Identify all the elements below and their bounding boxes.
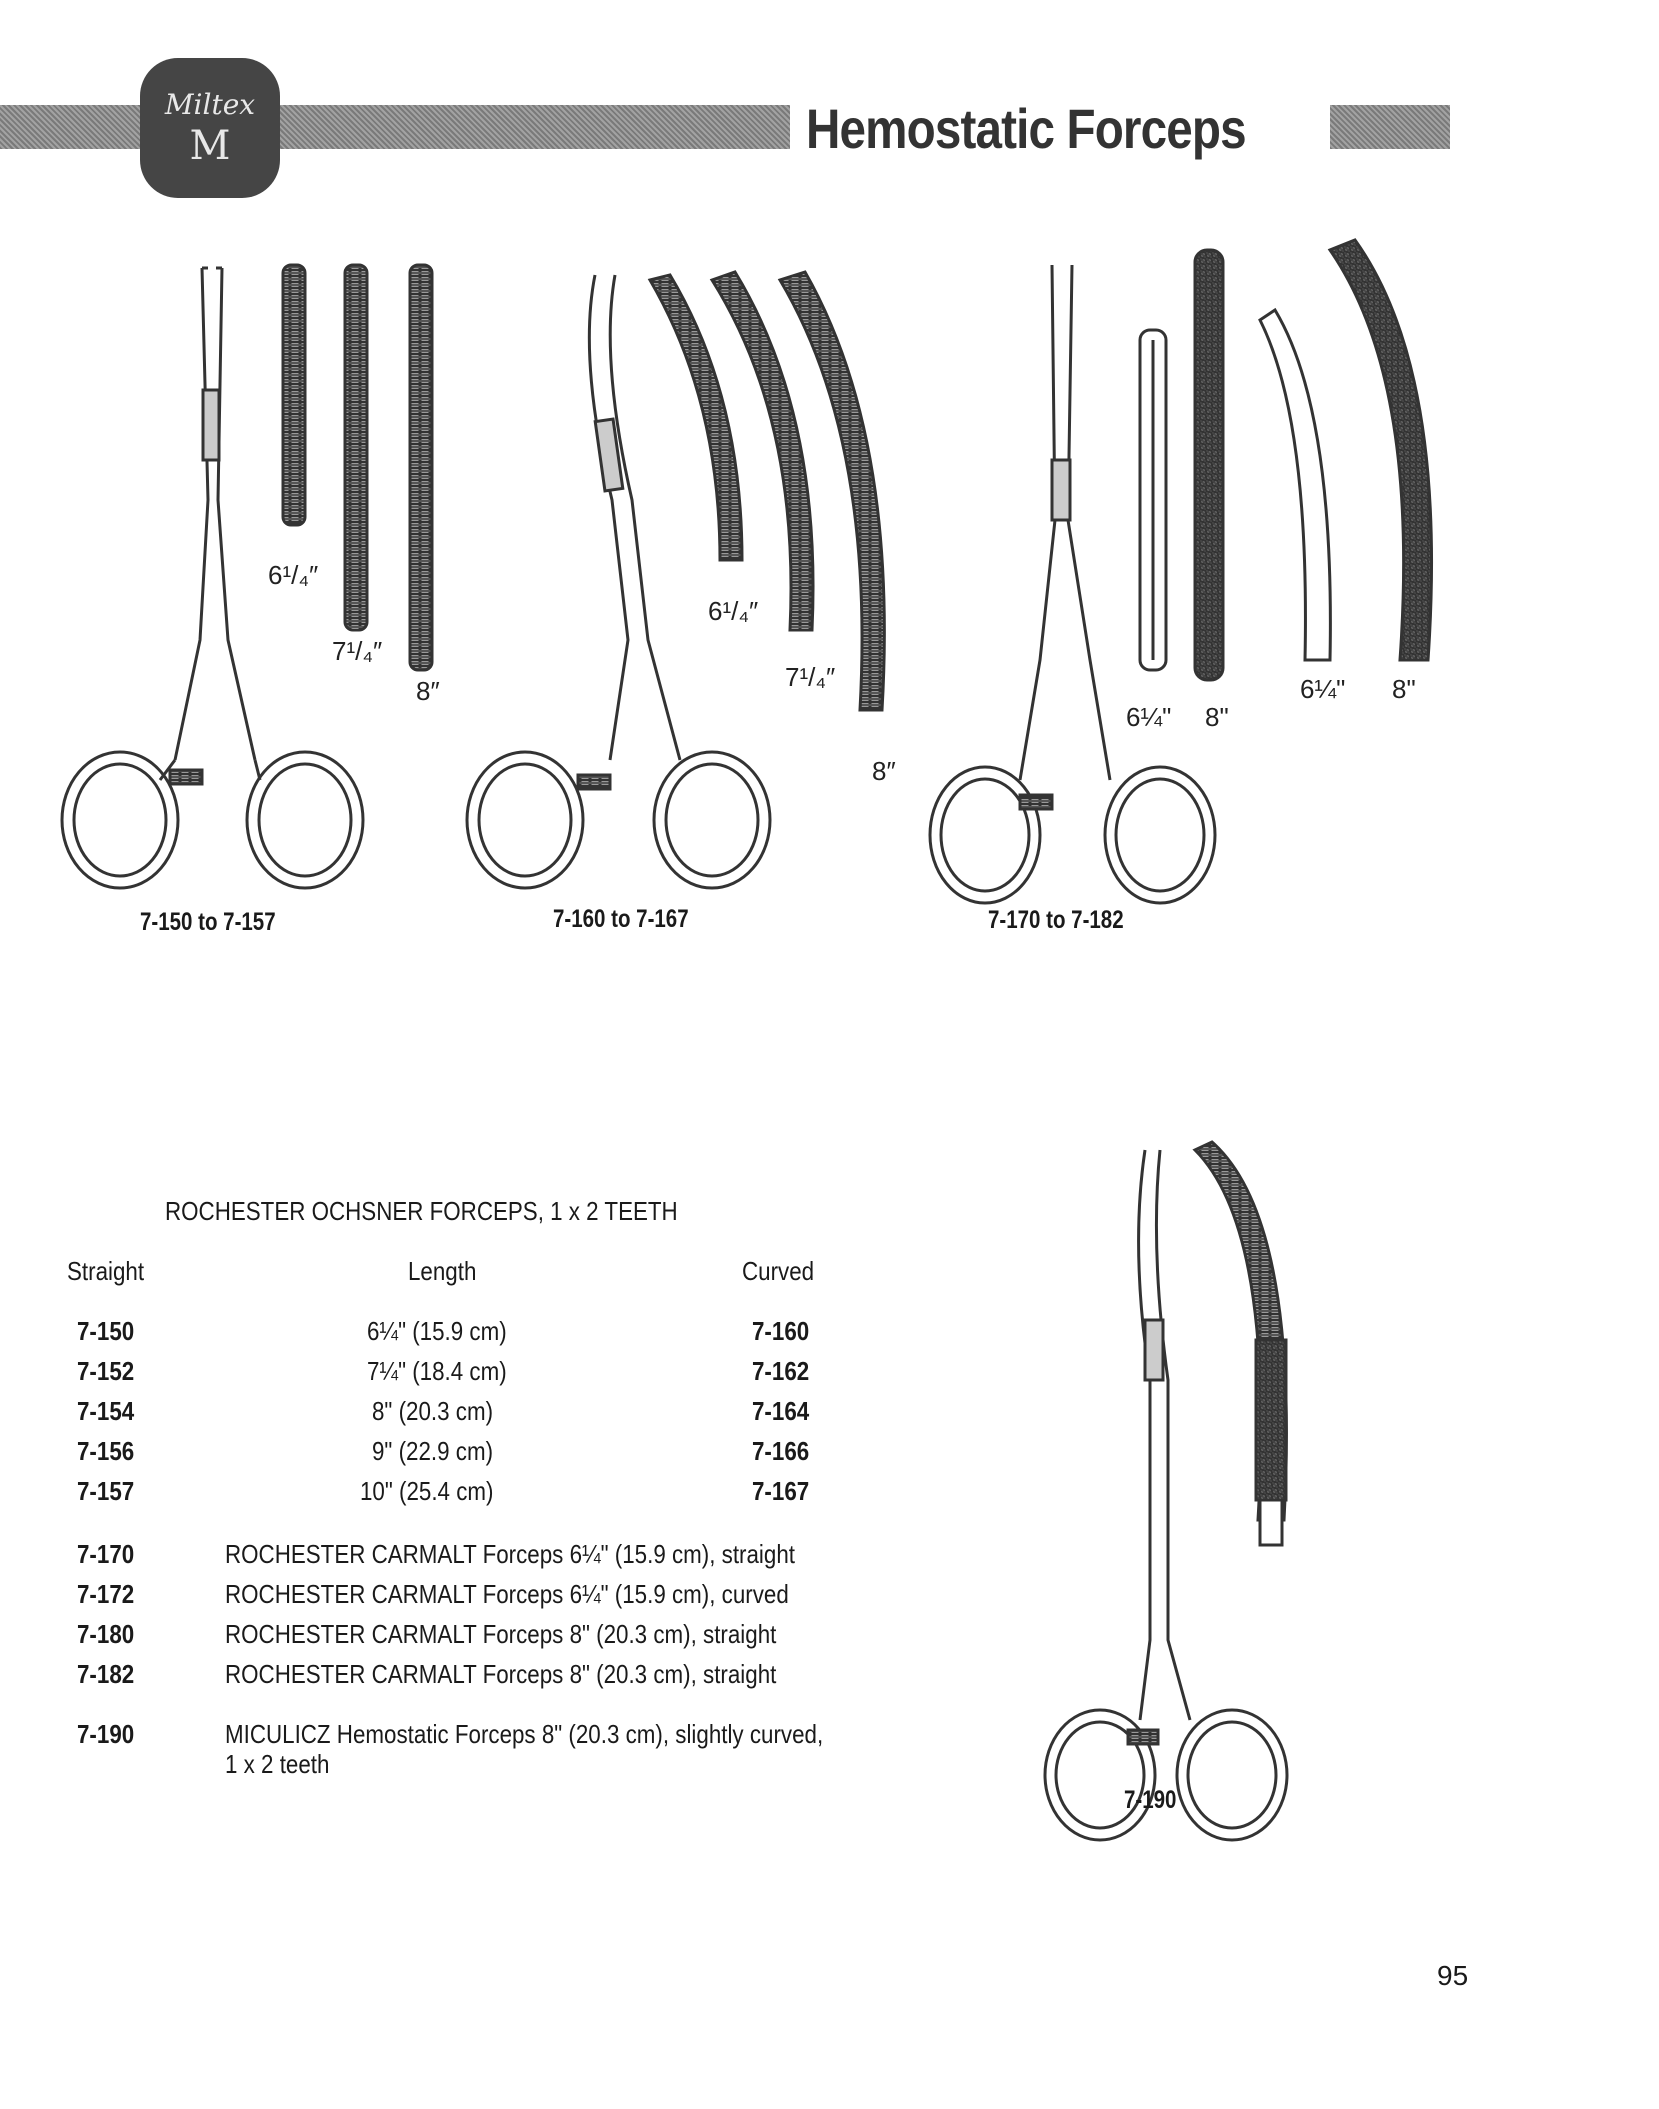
carmalt-code: 7-182 bbox=[77, 1659, 135, 1689]
curved-code: 7-162 bbox=[752, 1356, 810, 1386]
straight-code: 7-152 bbox=[77, 1356, 135, 1386]
length-value: 7¼" (18.4 cm) bbox=[367, 1356, 507, 1386]
carmalt-code: 7-172 bbox=[77, 1579, 135, 1609]
size-label-1c: 8″ bbox=[416, 676, 440, 706]
col-header-straight: Straight bbox=[67, 1256, 145, 1286]
straight-code: 7-157 bbox=[77, 1476, 135, 1506]
miculicz-code: 7-190 bbox=[77, 1719, 135, 1749]
caption-group3: 7-170 to 7-182 bbox=[988, 906, 1124, 934]
forceps-7170-drawing bbox=[930, 265, 1215, 903]
table-heading: ROCHESTER OCHSNER FORCEPS, 1 x 2 TEETH bbox=[165, 1196, 678, 1226]
size-label-3a: 6¼" bbox=[1126, 702, 1172, 732]
miculicz-desc-line2: 1 x 2 teeth bbox=[225, 1749, 330, 1779]
size-label-2b: 7¹/₄″ bbox=[785, 662, 836, 692]
length-value: 10" (25.4 cm) bbox=[360, 1476, 494, 1506]
straight-code: 7-154 bbox=[77, 1396, 135, 1426]
carmalt-desc: ROCHESTER CARMALT Forceps 8" (20.3 cm), straight bbox=[225, 1659, 777, 1689]
caption-group1: 7-150 to 7-157 bbox=[140, 908, 276, 936]
miculicz-jaw-tip bbox=[1260, 1500, 1282, 1545]
length-value: 8" (20.3 cm) bbox=[372, 1396, 494, 1426]
curved-code: 7-167 bbox=[752, 1476, 810, 1506]
page-number: 95 bbox=[1437, 1960, 1469, 1991]
size-label-2a: 6¹/₄″ bbox=[708, 596, 759, 626]
straight-code: 7-156 bbox=[77, 1436, 135, 1466]
length-value: 6¼" (15.9 cm) bbox=[367, 1316, 507, 1346]
size-label-2c: 8″ bbox=[872, 756, 896, 786]
forceps-7160-drawing bbox=[467, 275, 770, 888]
jaw-detail-8 bbox=[410, 265, 432, 670]
carmalt-desc: ROCHESTER CARMALT Forceps 6¼" (15.9 cm), curved bbox=[225, 1579, 789, 1609]
logo-letter: M bbox=[189, 123, 231, 169]
logo-script: Miltex bbox=[164, 88, 256, 121]
carmalt-code: 7-170 bbox=[77, 1539, 135, 1569]
curved-code: 7-164 bbox=[752, 1396, 810, 1426]
carmalt-desc: ROCHESTER CARMALT Forceps 6¼" (15.9 cm), straight bbox=[225, 1539, 795, 1569]
curved-code: 7-166 bbox=[752, 1436, 810, 1466]
caption-group2: 7-160 to 7-167 bbox=[553, 905, 689, 933]
carmalt-jaw-curved-8 bbox=[1330, 240, 1432, 660]
size-label-3b: 8" bbox=[1205, 702, 1229, 732]
jaw-detail-6-1-4 bbox=[283, 265, 305, 525]
size-label-1a: 6¹/₄″ bbox=[268, 560, 319, 590]
carmalt-jaw-curved-6-1-4 bbox=[1260, 310, 1330, 660]
curved-code: 7-160 bbox=[752, 1316, 810, 1346]
miculicz-desc-line1: MICULICZ Hemostatic Forceps 8" (20.3 cm), slightly curved, bbox=[225, 1719, 824, 1749]
length-value: 9" (22.9 cm) bbox=[372, 1436, 494, 1466]
carmalt-jaw-straight-8 bbox=[1195, 250, 1223, 680]
col-header-curved: Curved bbox=[742, 1256, 815, 1286]
size-label-3c: 6¼" bbox=[1300, 674, 1346, 704]
miculicz-jaw-lower bbox=[1256, 1340, 1286, 1500]
size-label-3d: 8" bbox=[1392, 674, 1416, 704]
straight-code: 7-150 bbox=[77, 1316, 135, 1346]
caption-group4: 7-190 bbox=[1124, 1786, 1177, 1814]
size-label-1b: 7¹/₄″ bbox=[332, 636, 383, 666]
page-title: Hemostatic Forceps bbox=[806, 97, 1246, 160]
carmalt-code: 7-180 bbox=[77, 1619, 135, 1649]
jaw-detail-7-1-4 bbox=[345, 265, 367, 630]
curved-jaw-6-1-4 bbox=[650, 275, 742, 560]
col-header-length: Length bbox=[408, 1256, 477, 1286]
carmalt-desc: ROCHESTER CARMALT Forceps 8" (20.3 cm), straight bbox=[225, 1619, 777, 1649]
